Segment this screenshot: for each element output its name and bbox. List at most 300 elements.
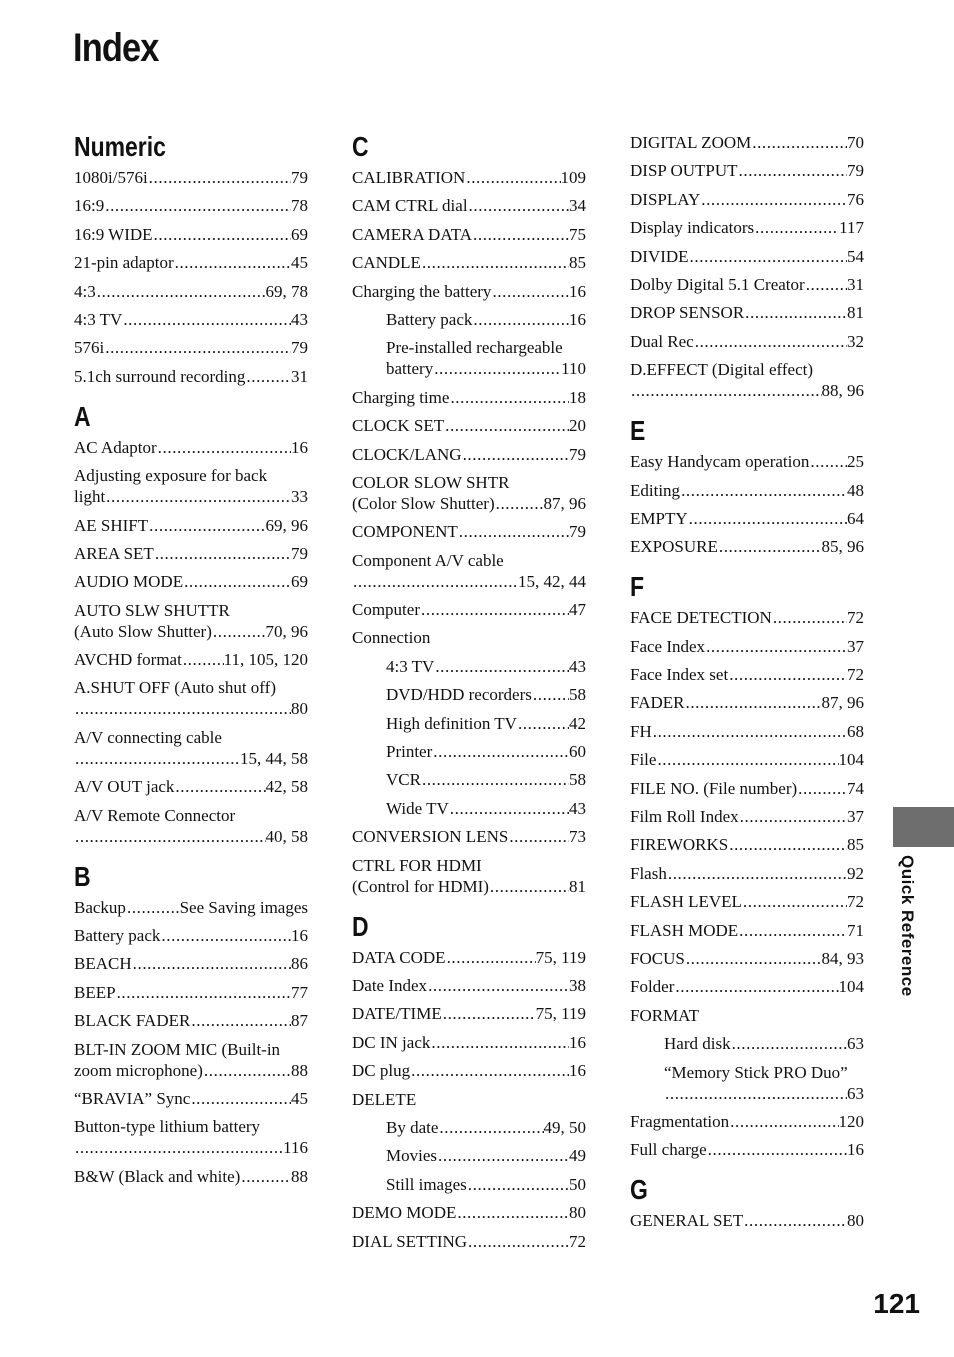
entry-term-line: FORMAT bbox=[630, 1005, 699, 1025]
entry-term: (Control for HDMI) bbox=[352, 876, 489, 896]
entry-term: FLASH LEVEL bbox=[630, 892, 742, 912]
entry-leader-row bbox=[74, 1010, 308, 1031]
entry-page-refs: 120 bbox=[838, 1111, 864, 1131]
entry-leader-row bbox=[630, 1111, 864, 1132]
entry-page-refs: 45 bbox=[291, 1088, 308, 1108]
dot-leader bbox=[432, 741, 569, 762]
dot-leader bbox=[148, 167, 291, 188]
index-entry bbox=[630, 976, 864, 997]
index-entry bbox=[630, 1111, 864, 1132]
entry-leader-row bbox=[74, 571, 308, 592]
entry-term: Charging the battery bbox=[352, 281, 492, 301]
dot-leader bbox=[427, 975, 569, 996]
dot-leader bbox=[157, 437, 291, 458]
dot-leader bbox=[449, 798, 569, 819]
index-entry bbox=[352, 826, 586, 847]
entry-term: Still images bbox=[386, 1174, 467, 1194]
entry-page-refs: 88 bbox=[291, 1166, 308, 1186]
entry-term-line: BLT-IN ZOOM MIC (Built-in bbox=[74, 1039, 281, 1059]
entry-term: CAM CTRL dial bbox=[352, 196, 468, 216]
index-subentry bbox=[630, 1033, 864, 1054]
index-section bbox=[74, 133, 308, 387]
entry-term: A/V OUT jack bbox=[74, 777, 175, 797]
entry-page-refs: 110 bbox=[561, 359, 586, 379]
entry-term: 5.1ch surround recording bbox=[74, 366, 246, 386]
entry-leader-row bbox=[386, 798, 586, 819]
index-entry bbox=[352, 627, 586, 648]
page-title: Index bbox=[73, 26, 159, 70]
entry-leader-row bbox=[630, 132, 864, 153]
entry-page-refs: 85 bbox=[847, 835, 864, 855]
entry-term: Computer bbox=[352, 600, 420, 620]
index-entry bbox=[630, 721, 864, 742]
entry-leader-row bbox=[352, 252, 586, 273]
entry-term: BEACH bbox=[74, 954, 132, 974]
dot-leader bbox=[738, 160, 847, 181]
entry-page-refs: 77 bbox=[291, 982, 308, 1002]
entry-term: AVCHD format bbox=[74, 650, 182, 670]
entry-page-refs: 70 bbox=[847, 133, 864, 152]
dot-leader bbox=[203, 1060, 291, 1081]
entry-leader-row bbox=[352, 281, 586, 302]
entry-leader-row bbox=[630, 664, 864, 685]
entry-leader-row bbox=[352, 415, 586, 436]
entry-term: Dual Rec bbox=[630, 331, 694, 351]
entry-term: AE SHIFT bbox=[74, 515, 149, 535]
entry-leader-row bbox=[74, 748, 308, 769]
entry-leader-row bbox=[74, 897, 308, 918]
entry-page-refs: 88, 96 bbox=[821, 381, 864, 401]
dot-leader bbox=[694, 331, 847, 352]
entry-term: (Color Slow Shutter) bbox=[352, 493, 495, 513]
entry-term: AUDIO MODE bbox=[74, 572, 184, 592]
entry-leader-row bbox=[630, 380, 864, 401]
dot-leader bbox=[684, 692, 821, 713]
entry-leader-row bbox=[352, 1060, 586, 1081]
dot-leader bbox=[105, 486, 291, 507]
entry-leader-row bbox=[352, 826, 586, 847]
entry-page-refs: 71 bbox=[847, 920, 864, 940]
index-entry bbox=[352, 281, 586, 302]
dot-leader bbox=[739, 806, 847, 827]
entry-leader-row bbox=[74, 1088, 308, 1109]
entry-page-refs: 80 bbox=[291, 699, 308, 719]
index-column-1 bbox=[74, 130, 308, 1203]
entry-leader-row bbox=[74, 621, 308, 642]
entry-term: 16:9 WIDE bbox=[74, 224, 153, 244]
dot-leader bbox=[410, 1060, 569, 1081]
entry-term: By date bbox=[386, 1117, 439, 1137]
dot-leader bbox=[688, 508, 847, 529]
dot-leader bbox=[489, 876, 569, 897]
entry-page-refs: 73 bbox=[569, 827, 586, 847]
index-entry bbox=[352, 975, 586, 996]
entry-page-refs: 16 bbox=[847, 1140, 864, 1160]
entry-leader-row bbox=[386, 769, 586, 790]
index-entry bbox=[352, 1202, 586, 1223]
index-entry bbox=[352, 224, 586, 245]
entry-page-refs: 60 bbox=[569, 742, 586, 762]
entry-term: Dolby Digital 5.1 Creator bbox=[630, 274, 805, 294]
entry-page-refs: 80 bbox=[847, 1211, 864, 1231]
entry-leader-row bbox=[352, 1202, 586, 1223]
entry-term: DIAL SETTING bbox=[352, 1231, 468, 1251]
entry-page-refs: 34 bbox=[569, 196, 586, 216]
entry-term: Date Index bbox=[352, 975, 428, 995]
entry-leader-row bbox=[630, 189, 864, 210]
index-section bbox=[630, 132, 864, 401]
index-entry bbox=[630, 189, 864, 210]
entry-term: DISP OUTPUT bbox=[630, 161, 738, 181]
entry-term: FACE DETECTION bbox=[630, 608, 772, 628]
dot-leader bbox=[74, 748, 240, 769]
entry-term: (Auto Slow Shutter) bbox=[74, 621, 212, 641]
entry-leader-row bbox=[352, 167, 586, 188]
dot-leader bbox=[153, 224, 291, 245]
index-entry bbox=[630, 246, 864, 267]
entry-term-line: AUTO SLW SHUTTR bbox=[74, 600, 230, 620]
entry-leader-row bbox=[630, 863, 864, 884]
entry-leader-row bbox=[630, 806, 864, 827]
dot-leader bbox=[190, 1088, 291, 1109]
index-entry bbox=[74, 897, 308, 918]
dot-leader bbox=[728, 834, 847, 855]
section-heading: Numeric bbox=[74, 131, 166, 162]
entry-page-refs: 72 bbox=[847, 608, 864, 628]
entry-page-refs: 72 bbox=[569, 1231, 586, 1251]
entry-leader-row bbox=[74, 252, 308, 273]
entry-leader-row bbox=[386, 713, 586, 734]
index-entry bbox=[630, 1210, 864, 1231]
entry-leader-row bbox=[630, 778, 864, 799]
index-entry bbox=[74, 1166, 308, 1187]
entry-term-line: DELETE bbox=[352, 1089, 417, 1109]
index-entry bbox=[352, 195, 586, 216]
entry-page-refs: 11, 105, 120 bbox=[223, 650, 308, 670]
dot-leader bbox=[74, 826, 266, 847]
section-heading: A bbox=[74, 400, 91, 432]
index-subentry bbox=[352, 1174, 586, 1195]
entry-page-refs: 87 bbox=[291, 1011, 308, 1031]
entry-page-refs: 75, 119 bbox=[535, 1004, 586, 1024]
dot-leader bbox=[104, 195, 291, 216]
dot-leader bbox=[738, 920, 847, 941]
entry-term: AC Adaptor bbox=[74, 437, 157, 457]
index-entry bbox=[630, 664, 864, 685]
dot-leader bbox=[240, 1166, 291, 1187]
entry-term: 16:9 bbox=[74, 196, 105, 216]
entry-term: Wide TV bbox=[386, 798, 449, 818]
entry-term: CLOCK/LANG bbox=[352, 444, 462, 464]
index-entry bbox=[74, 1088, 308, 1109]
dot-leader bbox=[467, 1231, 569, 1252]
dot-leader bbox=[126, 897, 180, 918]
index-entry bbox=[630, 863, 864, 884]
index-entry bbox=[74, 195, 308, 216]
entry-leader-row bbox=[630, 331, 864, 352]
entry-leader-row bbox=[630, 302, 864, 323]
dot-leader bbox=[472, 224, 569, 245]
entry-page-refs: 79 bbox=[569, 522, 586, 542]
index-entry bbox=[352, 1231, 586, 1252]
entry-term: BLACK FADER bbox=[74, 1011, 191, 1031]
index-entry bbox=[74, 1116, 308, 1158]
entry-leader-row bbox=[74, 437, 308, 458]
entry-term-line: A.SHUT OFF (Auto shut off) bbox=[74, 678, 276, 698]
index-entry bbox=[630, 948, 864, 969]
dot-leader bbox=[122, 309, 291, 330]
entry-leader-row bbox=[630, 749, 864, 770]
index-section bbox=[352, 910, 586, 1252]
entry-term: DISPLAY bbox=[630, 189, 701, 209]
index-entry bbox=[74, 252, 308, 273]
entry-page-refs: 88 bbox=[291, 1060, 308, 1080]
entry-term: FOCUS bbox=[630, 948, 685, 968]
index-column-2 bbox=[352, 130, 586, 1268]
entry-leader-row bbox=[630, 217, 864, 238]
entry-leader-row bbox=[630, 508, 864, 529]
entry-term: 4:3 TV bbox=[74, 309, 123, 329]
dot-leader bbox=[190, 1010, 291, 1031]
index-section bbox=[630, 1176, 864, 1231]
entry-term: DIVIDE bbox=[630, 246, 689, 266]
entry-leader-row bbox=[352, 521, 586, 542]
index-subentry bbox=[352, 769, 586, 790]
entry-leader-row bbox=[630, 1139, 864, 1160]
entry-page-refs: 25 bbox=[847, 452, 864, 472]
index-entry bbox=[630, 451, 864, 472]
entry-leader-row bbox=[352, 1032, 586, 1053]
dot-leader bbox=[718, 536, 822, 557]
entry-page-refs: 80 bbox=[569, 1203, 586, 1223]
entry-page-refs: 72 bbox=[847, 665, 864, 685]
entry-page-refs: 68 bbox=[847, 721, 864, 741]
index-subentry bbox=[352, 741, 586, 762]
entry-term: CAMERA DATA bbox=[352, 224, 473, 244]
index-entry bbox=[352, 444, 586, 465]
dot-leader bbox=[212, 621, 266, 642]
entry-page-refs: 63 bbox=[847, 1034, 864, 1054]
dot-leader bbox=[744, 302, 847, 323]
index-subentry bbox=[352, 684, 586, 705]
entry-page-refs: 58 bbox=[569, 685, 586, 705]
dot-leader bbox=[462, 444, 569, 465]
entry-term-line: D.EFFECT (Digital effect) bbox=[630, 360, 814, 380]
entry-leader-row bbox=[74, 826, 308, 847]
dot-leader bbox=[805, 274, 847, 295]
dot-leader bbox=[433, 358, 561, 379]
entry-page-refs: 104 bbox=[838, 750, 864, 770]
index-subentry bbox=[630, 1062, 864, 1104]
entry-term: High definition TV bbox=[386, 713, 517, 733]
entry-term: Battery pack bbox=[74, 926, 161, 946]
entry-leader-row bbox=[352, 599, 586, 620]
dot-leader bbox=[797, 778, 847, 799]
entry-leader-row bbox=[386, 1174, 586, 1195]
index-entry bbox=[630, 920, 864, 941]
entry-term: Film Roll Index bbox=[630, 807, 739, 827]
entry-term: DC plug bbox=[352, 1061, 411, 1081]
entry-leader-row bbox=[74, 953, 308, 974]
entry-leader-row bbox=[386, 1145, 586, 1166]
dot-leader bbox=[160, 925, 291, 946]
entry-term: 4:3 TV bbox=[386, 656, 435, 676]
entry-page-refs: 87, 96 bbox=[543, 493, 586, 513]
entry-page-refs: See Saving images bbox=[179, 897, 308, 917]
entry-term: Editing bbox=[630, 480, 681, 500]
entry-page-refs: 42 bbox=[569, 713, 586, 733]
entry-term: BEEP bbox=[74, 982, 116, 1002]
entry-term: battery bbox=[386, 359, 434, 379]
entry-leader-row bbox=[74, 366, 308, 387]
entry-term-line: Connection bbox=[352, 628, 431, 648]
entry-term: Folder bbox=[630, 977, 675, 997]
index-entry bbox=[74, 982, 308, 1003]
entry-page-refs: 16 bbox=[569, 281, 586, 301]
dot-leader bbox=[352, 571, 518, 592]
entry-term: Backup bbox=[74, 897, 126, 917]
dot-leader bbox=[74, 1137, 283, 1158]
index-entry bbox=[352, 252, 586, 273]
entry-leader-row bbox=[352, 571, 586, 592]
entry-leader-row bbox=[630, 160, 864, 181]
index-entry bbox=[74, 309, 308, 330]
index-entry bbox=[630, 778, 864, 799]
index-entry bbox=[352, 1032, 586, 1053]
entry-leader-row bbox=[352, 1231, 586, 1252]
dot-leader bbox=[707, 1139, 847, 1160]
entry-page-refs: 69, 96 bbox=[265, 515, 308, 535]
entry-leader-row bbox=[74, 167, 308, 188]
index-entry bbox=[630, 1005, 864, 1026]
entry-leader-row bbox=[352, 947, 586, 968]
entry-leader-row bbox=[630, 246, 864, 267]
entry-term: Battery pack bbox=[386, 309, 473, 329]
entry-page-refs: 31 bbox=[847, 274, 864, 294]
entry-term: FH bbox=[630, 721, 652, 741]
entry-page-refs: 79 bbox=[291, 543, 308, 563]
entry-leader-row bbox=[386, 656, 586, 677]
index-entry bbox=[630, 359, 864, 401]
entry-page-refs: 15, 42, 44 bbox=[518, 571, 586, 591]
index-entry bbox=[352, 1003, 586, 1024]
entry-leader-row bbox=[352, 1003, 586, 1024]
dot-leader bbox=[104, 337, 291, 358]
section-tab-marker bbox=[893, 807, 954, 847]
entry-page-refs: 81 bbox=[569, 876, 586, 896]
entry-leader-row bbox=[352, 975, 586, 996]
index-entry bbox=[352, 1060, 586, 1081]
dot-leader bbox=[434, 656, 569, 677]
entry-leader-row bbox=[386, 309, 586, 330]
index-entry bbox=[74, 281, 308, 302]
entry-leader-row bbox=[630, 692, 864, 713]
index-entry bbox=[74, 727, 308, 769]
entry-leader-row bbox=[74, 982, 308, 1003]
index-subentry bbox=[352, 1145, 586, 1166]
dot-leader bbox=[517, 713, 569, 734]
dot-leader bbox=[148, 515, 265, 536]
entry-page-refs: 18 bbox=[569, 387, 586, 407]
index-entry bbox=[352, 550, 586, 592]
entry-leader-row bbox=[386, 684, 586, 705]
dot-leader bbox=[630, 380, 822, 401]
entry-page-refs: 69 bbox=[291, 572, 308, 592]
entry-page-refs: 42, 58 bbox=[265, 777, 308, 797]
entry-leader-row bbox=[664, 1083, 864, 1104]
dot-leader bbox=[437, 1145, 569, 1166]
entry-page-refs: 37 bbox=[847, 636, 864, 656]
dot-leader bbox=[743, 1210, 847, 1231]
index-subentry bbox=[352, 337, 586, 379]
index-entry bbox=[74, 600, 308, 642]
entry-page-refs: 50 bbox=[569, 1174, 586, 1194]
index-entry bbox=[352, 855, 586, 897]
entry-leader-row bbox=[74, 337, 308, 358]
entry-term: FIREWORKS bbox=[630, 835, 729, 855]
index-entry bbox=[74, 805, 308, 847]
index-entry bbox=[74, 776, 308, 797]
dot-leader bbox=[772, 607, 847, 628]
entry-page-refs: 43 bbox=[569, 798, 586, 818]
dot-leader bbox=[154, 543, 291, 564]
index-entry bbox=[630, 636, 864, 657]
entry-leader-row bbox=[352, 195, 586, 216]
dot-leader bbox=[182, 649, 224, 670]
index-entry bbox=[74, 366, 308, 387]
index-entry bbox=[74, 543, 308, 564]
index-subentry bbox=[352, 713, 586, 734]
index-entry bbox=[352, 599, 586, 620]
index-section bbox=[352, 133, 586, 897]
index-section bbox=[630, 573, 864, 1160]
entry-page-refs: 15, 44, 58 bbox=[240, 748, 308, 768]
section-heading: E bbox=[630, 415, 646, 447]
index-subentry bbox=[352, 309, 586, 330]
dot-leader bbox=[656, 749, 838, 770]
entry-leader-row bbox=[74, 776, 308, 797]
entry-term: Movies bbox=[386, 1146, 437, 1166]
entry-leader-row bbox=[386, 1117, 586, 1138]
dot-leader bbox=[456, 1202, 569, 1223]
entry-leader-row bbox=[74, 543, 308, 564]
page-number: 121 bbox=[873, 1288, 920, 1319]
index-entry bbox=[630, 480, 864, 501]
dot-leader bbox=[674, 976, 838, 997]
entry-term: Face Index set bbox=[630, 665, 729, 685]
entry-term: 576i bbox=[74, 338, 105, 358]
entry-leader-row bbox=[74, 486, 308, 507]
entry-page-refs: 76 bbox=[847, 189, 864, 209]
entry-page-refs: 72 bbox=[847, 892, 864, 912]
entry-term: 4:3 bbox=[74, 281, 96, 301]
entry-page-refs: 16 bbox=[569, 1061, 586, 1081]
entry-page-refs: 70, 96 bbox=[265, 621, 308, 641]
index-subentry bbox=[352, 1117, 586, 1138]
entry-term: CONVERSION LENS bbox=[352, 827, 509, 847]
dot-leader bbox=[689, 246, 847, 267]
entry-leader-row bbox=[630, 451, 864, 472]
dot-leader bbox=[680, 480, 847, 501]
index-entry bbox=[352, 521, 586, 542]
entry-leader-row bbox=[630, 636, 864, 657]
entry-term: Full charge bbox=[630, 1140, 707, 1160]
dot-leader bbox=[442, 1003, 536, 1024]
index-entry bbox=[74, 437, 308, 458]
dot-leader bbox=[742, 891, 847, 912]
entry-leader-row bbox=[386, 741, 586, 762]
entry-term: VCR bbox=[386, 770, 421, 790]
